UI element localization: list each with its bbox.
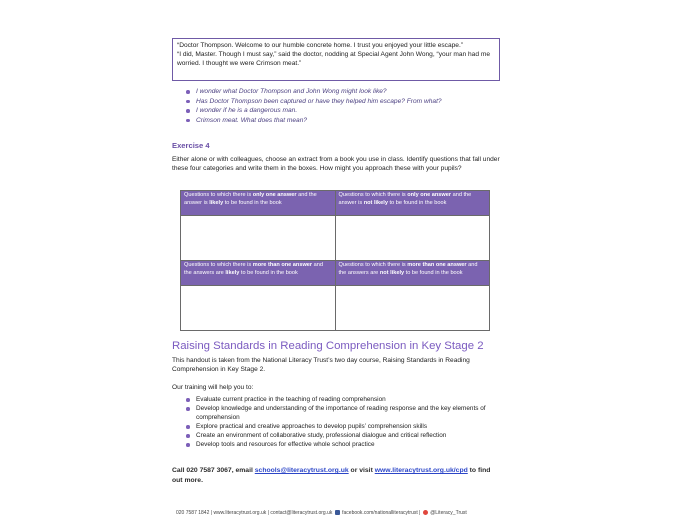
grid-answer-box-bottom-right[interactable] — [335, 286, 490, 331]
grid-answer-box-bottom-left[interactable] — [181, 286, 336, 331]
grid-header-bottom-right: Questions to which there is more than one answer and the answers are not likely to be found in the book — [335, 261, 490, 286]
email-link[interactable]: schools@literacytrust.org.uk — [254, 467, 349, 474]
page-footer — [176, 510, 467, 516]
footer-contact-text: 020 7587 1842 | www.literacytrust.org.uk | contact@literacytrust.org.uk — [176, 510, 333, 516]
list-item: Create an environment of collaborative study, professional dialogue and critical reflection — [186, 431, 516, 440]
quote-line-2: “I did, Master. Though I must say,” said the doctor, nodding at Special Agent John Wong, “your man had me worried. I thought we were Crimson meat.” — [177, 51, 491, 67]
list-item: Develop knowledge and understanding of the importance of reading response and the key elements of comprehension — [186, 404, 516, 422]
list-item: Has Doctor Thompson been captured or have they helped him escape? From what? — [186, 97, 442, 107]
footer-facebook-text: facebook.com/nationalliteracytrust — [342, 510, 418, 516]
question-list — [186, 87, 442, 125]
list-item: I wonder if he is a dangerous man. — [186, 106, 442, 116]
quote-box — [172, 38, 500, 81]
footer-twitter-text: @Literacy_Trust — [430, 510, 467, 516]
grid-answer-box-top-right[interactable] — [335, 216, 490, 261]
grid-header-bottom-left: Questions to which there is more than one answer and the answers are likely to be found in the book — [181, 261, 336, 286]
exercise-intro: Either alone or with colleagues, choose an extract from a book you use in class. Identify questions that fall under these four categories and write them in the boxes. How might you approach these with your pupils? — [172, 156, 500, 172]
grid-header-top-left: Questions to which there is only one answer and the answer is likely to be found in the book — [181, 191, 336, 216]
list-item: Evaluate current practice in the teaching of reading comprehension — [186, 395, 516, 404]
grid-header-top-right: Questions to which there is only one answer and the answer is not likely to be found in the book — [335, 191, 490, 216]
twitter-icon — [423, 510, 428, 515]
website-link[interactable]: www.literacytrust.org.uk/cpd — [374, 467, 468, 474]
contact-info: Call 020 7587 3067, email schools@literacytrust.org.uk or visit www.literacytrust.org.uk/cpd to find out more. — [172, 467, 491, 484]
quote-line-1: “Doctor Thompson. Welcome to our humble concrete home. I trust you enjoyed your little escape.” — [177, 42, 463, 49]
section-title: Raising Standards in Reading Comprehension in Key Stage 2 — [172, 340, 484, 352]
list-item: Crimson meat. What does that mean? — [186, 116, 442, 126]
training-list — [186, 395, 516, 449]
list-item: I wonder what Doctor Thompson and John Wong might look like? — [186, 87, 442, 97]
facebook-icon — [335, 510, 340, 515]
question-category-grid — [180, 190, 490, 331]
training-label: Our training will help you to: — [172, 384, 254, 391]
list-item: Explore practical and creative approaches to develop pupils’ comprehension skills — [186, 422, 516, 431]
exercise-heading: Exercise 4 — [172, 141, 210, 150]
grid-answer-box-top-left[interactable] — [181, 216, 336, 261]
list-item: Develop tools and resources for effective whole school practice — [186, 440, 516, 449]
section-intro: This handout is taken from the National Literacy Trust’s two day course, Raising Standards in Reading Comprehension in Key Stage 2. — [172, 357, 470, 373]
footer-separator: | — [419, 510, 421, 516]
